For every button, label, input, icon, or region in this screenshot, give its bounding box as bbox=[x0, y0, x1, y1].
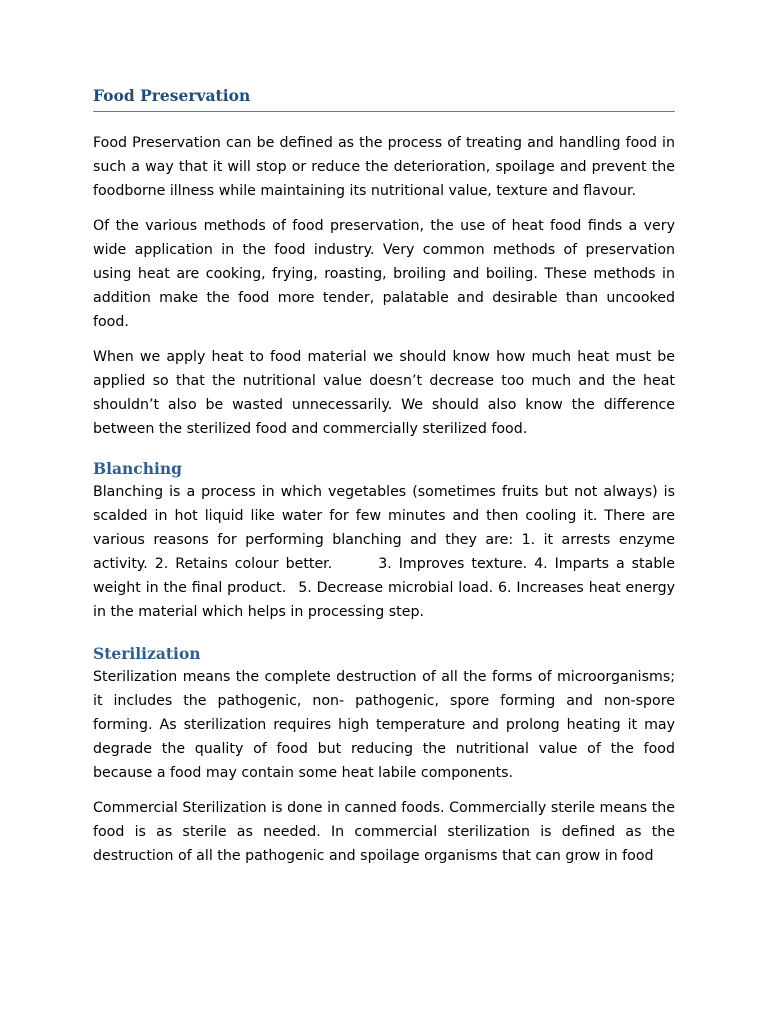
intro-paragraph-2: Of the various methods of food preservation, the use of heat food finds a very wide application in the food industry. Very common methods of preservation using heat are cooking, frying, roasting, broiling and boiling. These methods in addition make the food more tender, palatable and desirable than uncooked food. bbox=[93, 218, 675, 330]
blanching-heading: Blanching bbox=[93, 459, 183, 478]
sterilization-paragraph-1: Sterilization means the complete destruction of all the forms of microorganisms; it includes the pathogenic, non- pathogenic, spore forming and non-spore forming. As sterilization requires high temperature and prolong heating it may degrade the quality of food but reducing the nutritional value of the food because a food may contain some heat labile components. bbox=[93, 669, 675, 781]
blanching-paragraph bbox=[93, 480, 675, 624]
intro-paragraph-3: When we apply heat to food material we should know how much heat must be applied so that the nutritional value doesn’t decrease too much and the heat shouldn’t also be wasted unnecessarily. We should also know the difference between the sterilized food and commercially sterilized food. bbox=[93, 349, 675, 437]
sterilization-heading: Sterilization bbox=[93, 644, 201, 663]
sterilization-paragraph-2: Commercial Sterilization is done in canned foods. Commercially sterile means the food is as sterile as needed. In commercial sterilization is defined as the destruction of all the pathogenic and spoilage organisms that can grow in food bbox=[93, 800, 675, 864]
intro-paragraph-1: Food Preservation can be defined as the process of treating and handling food in such a way that it will stop or reduce the deterioration, spoilage and prevent the foodborne illness while maintaining its nutritional value, texture and flavour. bbox=[93, 135, 675, 199]
blanching-text-part-1: Blanching is a process in which vegetables (sometimes fruits but not always) is scalded in hot liquid like water for few minutes and then cooling it. There are various reasons for performing blanching and they are: 1. it arrests enzyme activity. 2. Retains colour better. bbox=[93, 484, 675, 572]
blanching-text-part-3: 5. Decrease microbial load. 6. Increases heat energy in the material which helps in processing step. bbox=[93, 580, 675, 620]
document-page bbox=[93, 80, 675, 868]
document-title: Food Preservation bbox=[93, 80, 675, 112]
blanching-text-part-2: 3. Improves texture. 4. Imparts a stable weight in the final product. bbox=[93, 556, 675, 596]
